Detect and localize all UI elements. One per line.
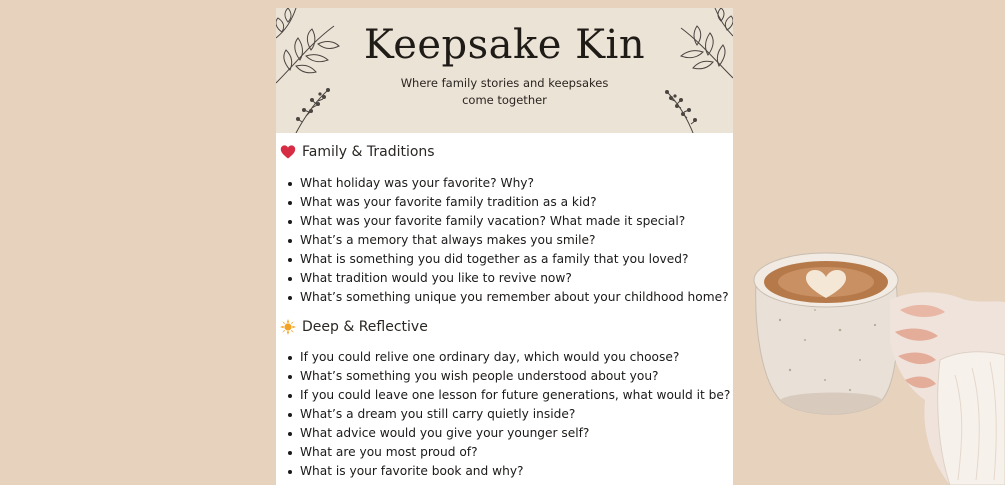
question-list-deep-reflective	[286, 348, 730, 481]
app-subtitle	[386, 75, 623, 109]
list-item: What are you most proud of?	[286, 443, 730, 462]
section-header-family-traditions	[280, 141, 435, 163]
list-item: What advice would you give your younger self?	[286, 424, 730, 443]
heart-icon	[280, 144, 296, 160]
list-item: What’s a memory that always makes you smile?	[286, 231, 729, 250]
list-item: What was your favorite family tradition as a kid?	[286, 193, 729, 212]
subtitle-line-2: come together	[462, 93, 547, 107]
section-title: Deep & Reflective	[302, 319, 428, 335]
question-list-family-traditions	[286, 174, 729, 307]
app-title: Keepsake Kin	[363, 22, 646, 68]
list-item: If you could relive one ordinary day, which would you choose?	[286, 348, 730, 367]
list-item: What is your favorite book and why?	[286, 462, 730, 481]
header-banner	[276, 8, 733, 133]
list-item: What was your favorite family vacation? What made it special?	[286, 212, 729, 231]
section-header-deep-reflective	[280, 316, 428, 338]
subtitle-line-1: Where family stories and keepsakes	[400, 76, 609, 90]
list-item: What is something you did together as a family that you loved?	[286, 250, 729, 269]
sun-icon	[280, 319, 296, 335]
question-card	[276, 8, 733, 485]
list-item: What tradition would you like to revive now?	[286, 269, 729, 288]
list-item: What’s something unique you remember about your childhood home?	[286, 288, 729, 307]
list-item: If you could leave one lesson for future generations, what would it be?	[286, 386, 730, 405]
list-item: What’s a dream you still carry quietly inside?	[286, 405, 730, 424]
coffee-mug-illustration	[750, 240, 1005, 485]
section-title: Family & Traditions	[302, 144, 435, 160]
list-item: What’s something you wish people understood about you?	[286, 367, 730, 386]
list-item: What holiday was your favorite? Why?	[286, 174, 729, 193]
